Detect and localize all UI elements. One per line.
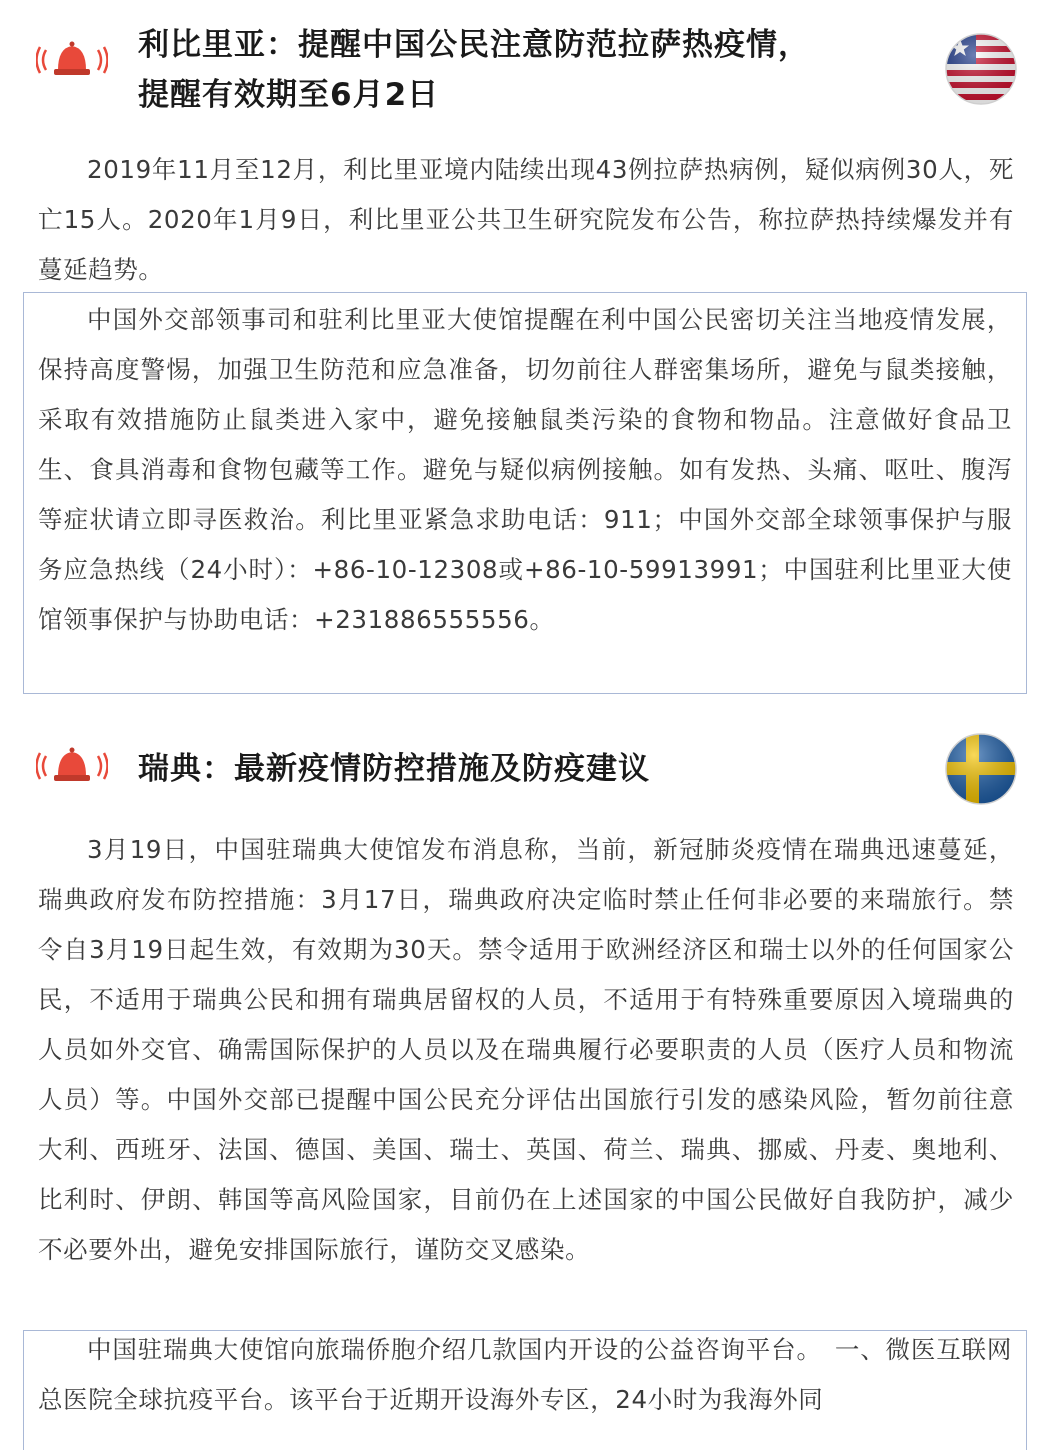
title-line: 瑞典：最新疫情防控措施及防疫建议 [138, 751, 650, 787]
section-liberia-header [0, 20, 1052, 130]
title-line: 利比里亚：提醒中国公民注意防范拉萨热疫情， [138, 27, 810, 63]
section-sweden-header [0, 740, 1052, 820]
sweden-advisory-box [23, 1330, 1027, 1450]
liberia-flag-icon [944, 32, 1018, 106]
sweden-paragraph: 3月19日，中国驻瑞典大使馆发布消息称，当前，新冠肺炎疫情在瑞典迅速蔓延，瑞典政府发布防控措施：3月17日，瑞典政府决定临时禁止任何非必要的来瑞旅行。禁令自3月19日起生效，有效期为30天。禁令适用于欧洲经济区和瑞士以外的任何国家公民，不适用于瑞典公民和拥有瑞典居留权的人员，不适用于有特殊重要原因入境瑞典的人员如外交官、确需国际保护的人员以及在瑞典履行必要职责的人员（医疗人员和物流人员）等。中国外交部已提醒中国公民充分评估出国旅行引发的感染风险，暂勿前往意大利、西班牙、法国、德国、美国、瑞士、英国、荷兰、瑞典、挪威、丹麦、奥地利、比利时、伊朗、韩国等高风险国家，目前仍在上述国家的中国公民做好自我防护，减少不必要外出，避免安排国际旅行，谨防交叉感染。 [38, 835, 1014, 1264]
alarm-bell-icon [36, 40, 108, 80]
sweden-advisory-text: 中国驻瑞典大使馆向旅瑞侨胞介绍几款国内开设的公益咨询平台。 一、微医互联网总医院全球抗疫平台。该平台于近期开设海外专区，24小时为我海外同 [38, 1335, 1012, 1414]
section-title [138, 744, 650, 794]
sweden-flag-icon [944, 732, 1018, 806]
liberia-advisory-box [23, 292, 1027, 694]
liberia-advisory-text: 中国外交部领事司和驻利比里亚大使馆提醒在利中国公民密切关注当地疫情发展，保持高度警惕，加强卫生防范和应急准备，切勿前往人群密集场所，避免与鼠类接触，采取有效措施防止鼠类进入家中，避免接触鼠类污染的食物和物品。注意做好食品卫生、食具消毒和食物包藏等工作。避免与疑似病例接触。如有发热、头痛、呕吐、腹泻等症状请立即寻医救治。利比里亚紧急求助电话：911；中国外交部全球领事保护与服务应急热线（24小时）：+86-10-12308或+86-10-59913991；中国驻利比里亚大使馆领事保护与协助电话：+231886555556。 [38, 305, 1012, 634]
section-title [138, 20, 810, 120]
liberia-paragraph: 2019年11月至12月，利比里亚境内陆续出现43例拉萨热病例，疑似病例30人，死亡15人。2020年1月9日，利比里亚公共卫生研究院发布公告，称拉萨热持续爆发并有蔓延趋势。 [38, 155, 1014, 284]
title-line: 提醒有效期至6月2日 [138, 77, 440, 113]
alarm-bell-icon [36, 746, 108, 786]
